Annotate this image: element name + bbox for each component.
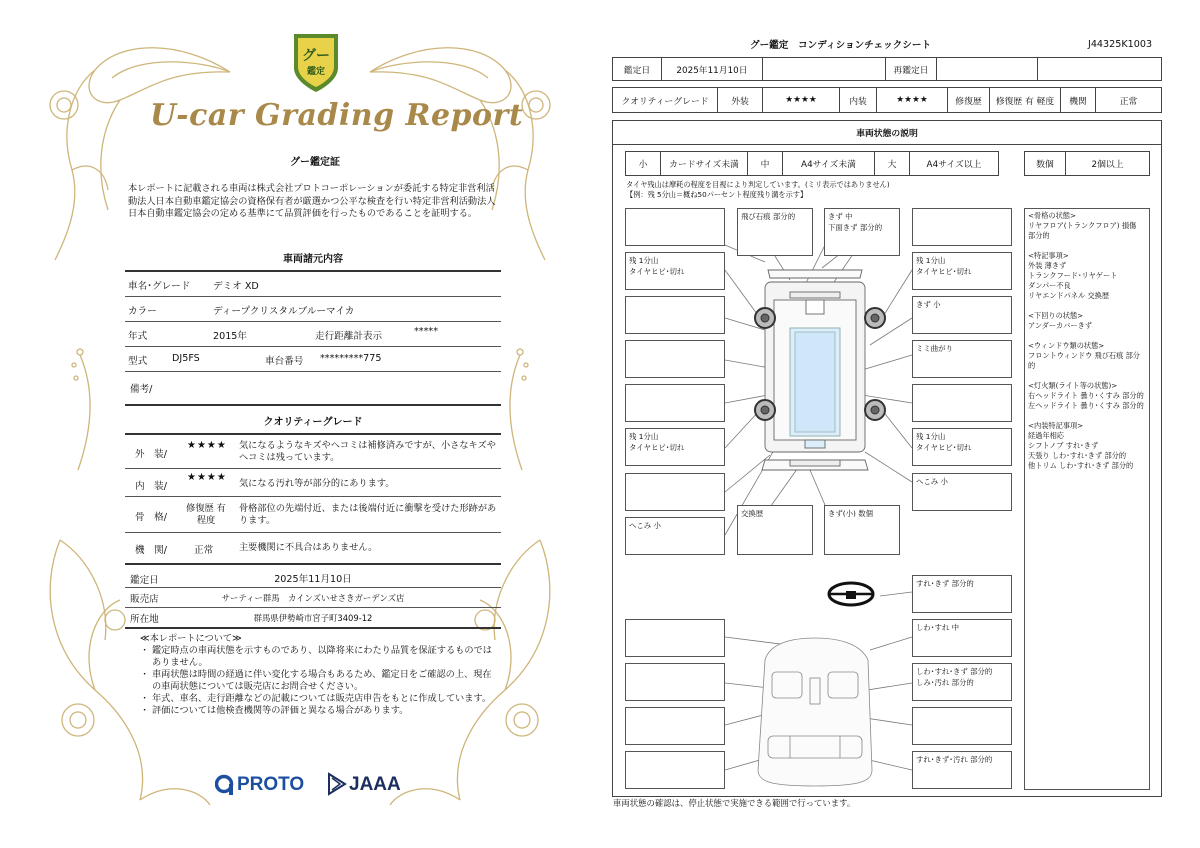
sheet-title: グー鑑定 コンディションチェックシート — [750, 40, 932, 51]
divider — [125, 532, 501, 533]
jaaa-logo-text: JAAA — [349, 774, 401, 795]
engine-value: 正常 — [1095, 87, 1162, 113]
condition-box-bottom-1: 交換歴 — [737, 505, 813, 555]
blank-cell — [1037, 57, 1162, 81]
exterior-stars: ★★★★ — [187, 440, 227, 451]
interior-box — [625, 751, 725, 789]
notes-panel-line: 左ヘッドライト 曇り･くすみ 部分的 — [1028, 401, 1144, 410]
exterior-note: 気になるようなキズやヘコミは補修済みですが、小さなキズやヘコミは残っています。 — [239, 440, 496, 463]
condition-box — [912, 208, 1012, 246]
condition-box — [625, 340, 725, 378]
notes-panel-line: <下回りの状態> — [1028, 311, 1084, 320]
notes-panel-line: シフトノブ すれ･きず — [1028, 441, 1099, 450]
condition-notes-panel — [1024, 208, 1150, 790]
interior-box-r5: すれ･きず･汚れ 部分的 — [912, 751, 1012, 789]
divider — [125, 371, 501, 372]
year-value: 2015年 — [213, 331, 248, 342]
notes-panel-line: <灯火類(ライト等の状態)> — [1028, 381, 1118, 390]
notes-panel-line: アンダーカバーきず — [1028, 321, 1092, 330]
notes-panel-line: リヤフロア(トランクフロア) 損傷 — [1028, 221, 1137, 230]
condition-box — [625, 208, 725, 246]
dealer-label: 販売店 — [130, 594, 159, 605]
frame-note: 骨格部位の先端付近、または後端付近に衝撃を受けた形跡があります。 — [239, 503, 497, 526]
list-item: ・ 評価については他検査機関等の評価と異なる場合があります。 — [140, 705, 409, 716]
certificate-heading: グー鑑定証 — [290, 157, 340, 168]
notes-panel-line: <特記事項> — [1028, 251, 1069, 260]
divider — [125, 563, 501, 565]
tire-note: タイヤ残山は摩耗の程度を目視により判定しています。(ミリ表示ではありません) — [626, 180, 890, 189]
notes-panel-line: 他トリム しわ･すれ･きず 部分的 — [1028, 461, 1134, 470]
notes-panel-line — [1028, 331, 1146, 341]
notes-panel-line — [1028, 411, 1146, 421]
inspection-date-value: 2025年11月10日 — [274, 574, 352, 585]
size-mid-label: 中 — [747, 151, 783, 176]
address-value: 群馬県伊勢崎市宮子町3409-12 — [253, 613, 373, 623]
divider — [125, 321, 501, 322]
size-large-desc: A4サイズ以上 — [909, 151, 999, 176]
color-label: カラー — [128, 306, 157, 317]
divider — [125, 346, 501, 347]
remarks-label: 備考/ — [130, 384, 153, 395]
year-label: 年式 — [128, 331, 148, 342]
engine-label: 機 関/ — [135, 545, 168, 556]
odometer-label: 走行距離計表示 — [315, 331, 383, 342]
note-text: 評価については他検査機関等の評価と異なる場合があります。 — [152, 705, 409, 716]
divider — [125, 404, 501, 406]
inspection-date-label: 鑑定日 — [130, 575, 159, 586]
notes-panel-line: 経過年相応 — [1028, 431, 1064, 440]
report-notes — [140, 633, 500, 717]
repair-label: 修復歴 — [947, 87, 990, 113]
exterior-label: 外装 — [717, 87, 763, 113]
condition-box — [912, 384, 1012, 422]
condition-box-right-4: ミミ曲がり — [912, 340, 1012, 378]
chassis-value: *********775 — [320, 353, 382, 364]
condition-box-top-2: きず 中 下面きず 部分的 — [824, 208, 900, 256]
notes-title: ≪本レポートについて≫ — [140, 633, 242, 644]
list-item: ・ 鑑定時点の車両状態を示すものであり、以降将来にわたり品質を保証するものではありません。 — [140, 645, 500, 669]
condition-box-right-8: へこみ 小 — [912, 473, 1012, 511]
size-large-label: 大 — [874, 151, 910, 176]
certificate-statement: 本レポートに記載される車両は株式会社プロトコーポレーションが委託する特定非営利活動法人日本自動車鑑定協会の資格保有者が厳選かつ公平な検査を行い特定非営利活動法人日本自動車鑑定協会の定める基準にて品質評価を行ったものであることを証明する。 — [128, 183, 496, 219]
notes-panel-line: <骨格の状態> — [1028, 211, 1076, 220]
count-value: 2個以上 — [1065, 151, 1150, 176]
interior-stars: ★★★★ — [187, 472, 227, 483]
condition-box — [625, 384, 725, 422]
date-value: 2025年11月10日 — [661, 57, 763, 81]
divider — [125, 607, 501, 608]
condition-box-right-3: きず 小 — [912, 296, 1012, 334]
notes-panel-line: トランクフード･リヤゲート — [1028, 271, 1118, 280]
interior-box — [625, 663, 725, 701]
model-label: 型式 — [128, 356, 148, 367]
condition-box-right-tire-front: 残 1分山 タイヤヒビ･切れ — [912, 252, 1012, 290]
reinspect-label: 再鑑定日 — [885, 57, 937, 81]
count-label: 数個 — [1024, 151, 1066, 176]
section-title: 車両状態の説明 — [612, 120, 1162, 145]
divider — [125, 587, 501, 588]
blank-cell — [762, 57, 886, 81]
notes-panel-line: 部分的 — [1028, 231, 1050, 240]
interior-stars: ★★★★ — [876, 87, 948, 113]
interior-label: 内装 — [839, 87, 877, 113]
dealer-value: サーティー群馬 カインズいせさきガーデンズ店 — [221, 593, 405, 603]
tire-note-example: 【例：残 5分山＝概ね50パーセント程度残り溝を示す】 — [626, 190, 808, 199]
proto-logo-text: PROTO — [237, 774, 305, 795]
list-item: ・ 年式、車名、走行距離などの記載については販売店申告をもとに作成しています。 — [140, 693, 492, 704]
condition-box — [625, 473, 725, 511]
report-script-title: U-car Grading Report — [150, 98, 524, 133]
notes-panel-line: 外装 薄きず — [1028, 261, 1067, 270]
svg-text:鑑定: 鑑定 — [306, 67, 326, 77]
quality-title: クオリティーグレード — [263, 417, 363, 428]
logo-row — [215, 770, 415, 802]
quality-label: クオリティーグレード — [612, 87, 718, 113]
engine-value: 正常 — [194, 545, 214, 556]
engine-label: 機関 — [1060, 87, 1096, 113]
condition-box-bottom-2: きず(小) 数個 — [824, 505, 900, 555]
notes-panel-line: ダンパー不良 — [1028, 281, 1071, 290]
note-text: 車両状態は時間の経過に伴い変化する場合もあるため、鑑定日をご確認の上、現在の車両状態については販売店にお問合せください。 — [152, 669, 492, 692]
frame-value: 修復歴 有 程度 — [186, 503, 226, 526]
divider — [125, 433, 501, 435]
condition-box-top-1: 飛び石痕 部分的 — [737, 208, 813, 256]
reinspect-value — [936, 57, 1038, 81]
condition-box-left-tire-rear: 残 1分山 タイヤヒビ･切れ — [625, 428, 725, 466]
interior-box-r2: しわ･すれ 中 — [912, 619, 1012, 657]
specs-title: 車両諸元内容 — [283, 254, 343, 265]
sheet-footer: 車両状態の確認は、停止状態で実施できる範囲で行っています。 — [613, 798, 856, 808]
notes-panel-line: 右ヘッドライト 曇り･くすみ 部分的 — [1028, 391, 1144, 400]
odometer-value: ***** — [414, 326, 438, 337]
condition-box-right-tire-rear: 残 1分山 タイヤヒビ･切れ — [912, 428, 1012, 466]
note-text: 年式、車名、走行距離などの記載については販売店申告をもとに作成しています。 — [152, 693, 492, 704]
condition-check-sheet — [600, 0, 1200, 848]
divider — [125, 270, 501, 272]
notes-panel-line — [1028, 371, 1146, 381]
divider — [125, 296, 501, 297]
divider — [125, 468, 501, 469]
chassis-label: 車台番号 — [265, 356, 304, 367]
car-name-value: デミオ XD — [213, 281, 259, 292]
svg-text:グー: グー — [302, 48, 330, 64]
notes-panel-line: <内装特記事項> — [1028, 421, 1084, 430]
divider — [125, 496, 501, 497]
note-text: 鑑定時点の車両状態を示すものであり、以降将来にわたり品質を保証するものではありません。 — [152, 645, 492, 668]
car-name-label: 車名･グレード — [128, 281, 191, 292]
condition-box-left-tire-front: 残 1分山 タイヤヒビ･切れ — [625, 252, 725, 290]
interior-box-r3: しわ･すれ･きず 部分的 しみ･汚れ 部分的 — [912, 663, 1012, 701]
color-value: ディープクリスタルブルーマイカ — [213, 306, 355, 317]
notes-panel-line: リヤエンドパネル 交換歴 — [1028, 291, 1110, 300]
jaaa-logo-icon — [327, 772, 347, 796]
size-small-label: 小 — [625, 151, 661, 176]
size-small-desc: カードサイズ未満 — [660, 151, 748, 176]
goo-kantei-badge-icon — [286, 30, 346, 94]
notes-panel-line: <ウィンドウ類の状態> — [1028, 341, 1105, 350]
notes-panel-line: フロントウィンドウ 飛び石痕 部分的 — [1028, 351, 1140, 370]
interior-box — [625, 707, 725, 745]
exterior-stars: ★★★★ — [762, 87, 840, 113]
list-item: ・ 車両状態は時間の経過に伴い変化する場合もあるため、鑑定日をご確認の上、現在の車両状態については販売店にお問合せください。 — [140, 669, 500, 693]
size-mid-desc: A4サイズ未満 — [782, 151, 875, 176]
interior-label: 内 装/ — [135, 481, 168, 492]
proto-logo-icon — [215, 774, 235, 796]
interior-box — [625, 619, 725, 657]
interior-box-steering: すれ･きず 部分的 — [912, 575, 1012, 613]
address-label: 所在地 — [130, 614, 159, 625]
engine-note: 主要機関に不具合はありません。 — [239, 542, 378, 553]
exterior-label: 外 装/ — [135, 449, 168, 460]
date-label: 鑑定日 — [612, 57, 662, 81]
repair-value: 修復歴 有 軽度 — [989, 87, 1061, 113]
interior-box — [912, 707, 1012, 745]
interior-note: 気になる汚れ等が部分的にあります。 — [239, 478, 395, 489]
model-value: DJ5FS — [172, 353, 200, 364]
condition-box — [625, 296, 725, 334]
sheet-code: J44325K1003 — [1088, 39, 1153, 50]
divider — [125, 627, 501, 629]
notes-panel-line: 天張り しわ･すれ･きず 部分的 — [1028, 451, 1127, 460]
notes-panel-line — [1028, 301, 1146, 311]
notes-panel-line — [1028, 241, 1146, 251]
condition-box-left-9: へこみ 小 — [625, 517, 725, 555]
frame-label: 骨 格/ — [135, 512, 168, 523]
